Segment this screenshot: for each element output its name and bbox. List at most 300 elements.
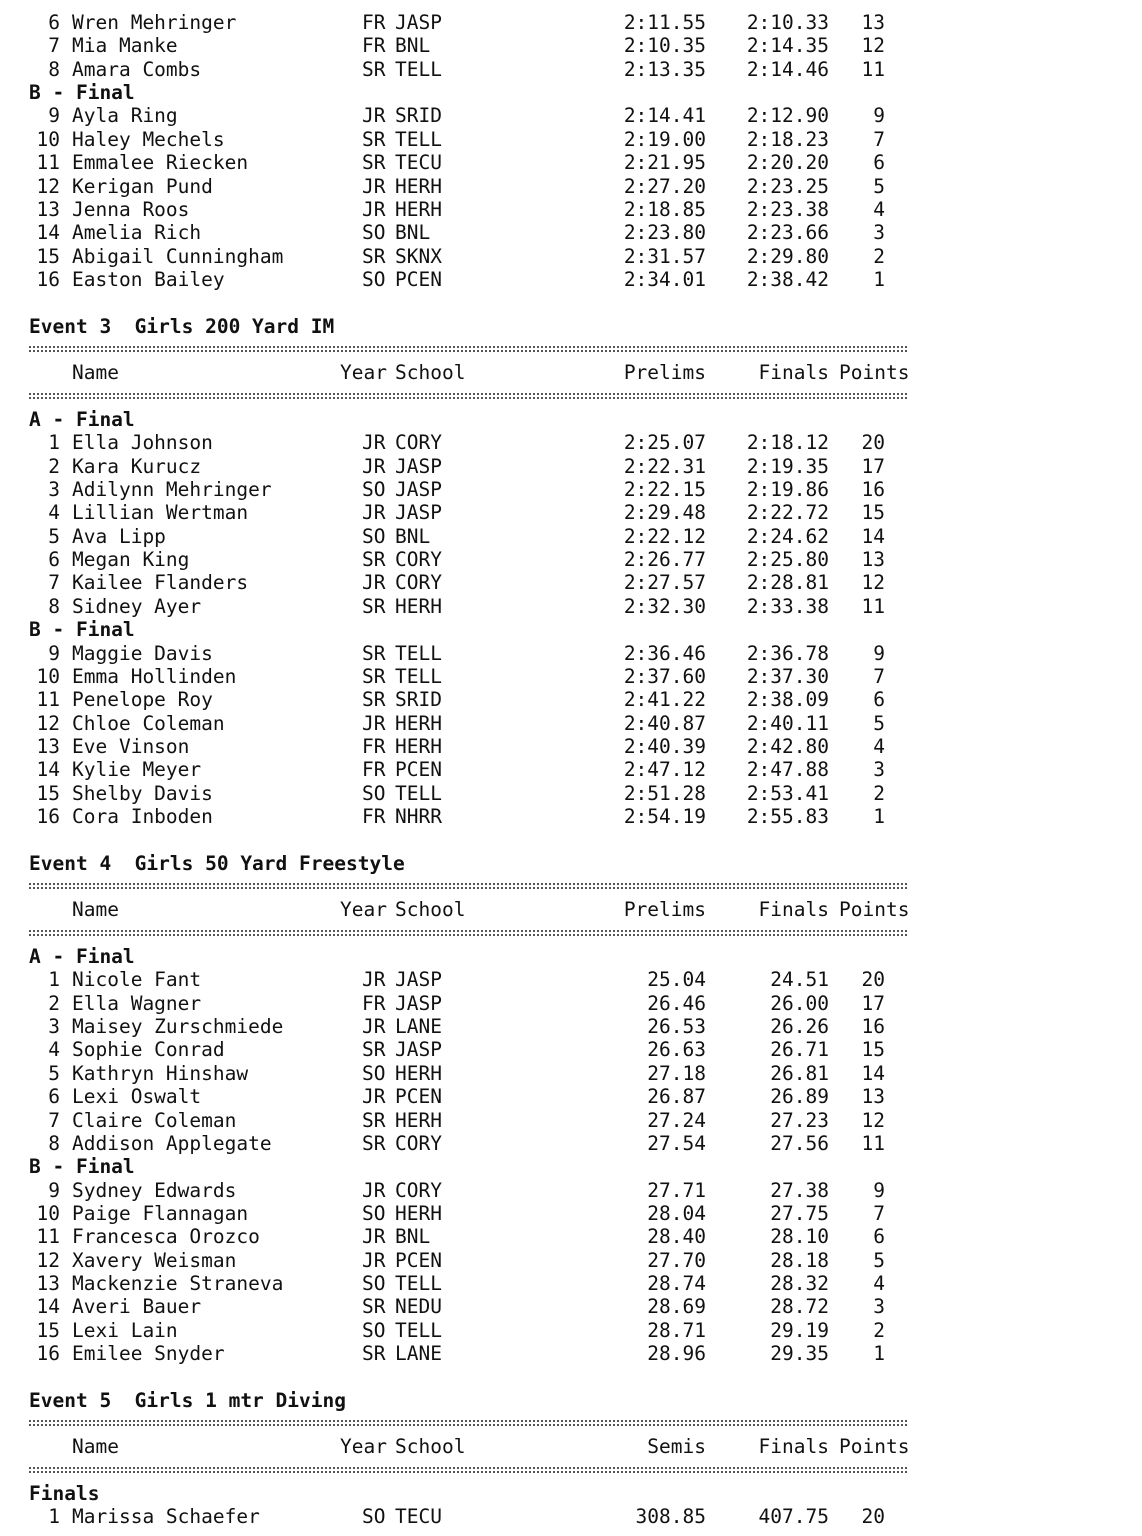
year: SR [362, 1342, 386, 1365]
result-row [29, 221, 1129, 244]
points: 11 [861, 1131, 885, 1155]
place: 1 [48, 1505, 60, 1529]
prelim-time: 2:40.87 [623, 711, 706, 735]
result-row [29, 1038, 1129, 1061]
school: PCEN [395, 267, 442, 291]
school: TELL [395, 781, 442, 805]
points: 1 [873, 267, 885, 291]
final-time: 2:28.81 [746, 571, 829, 595]
year: SO [362, 267, 386, 291]
prelim-time: 28.74 [647, 1271, 706, 1295]
prelim-time: 28.04 [647, 1201, 706, 1225]
final-time: 27.56 [770, 1131, 829, 1155]
header-prelims: Semis [647, 1435, 706, 1459]
swimmer-name: Mia Manke [72, 34, 178, 58]
result-row [29, 11, 1129, 34]
points: 11 [861, 57, 885, 81]
points: 17 [861, 991, 885, 1015]
place: 15 [36, 781, 60, 805]
school: PCEN [395, 758, 442, 782]
year: SR [362, 1108, 386, 1132]
result-row [29, 665, 1129, 688]
school: HERH [395, 1061, 442, 1085]
place: 1 [48, 431, 60, 455]
prelim-time: 25.04 [647, 968, 706, 992]
year: FR [362, 758, 386, 782]
school: BNL [395, 1225, 431, 1249]
year: SR [362, 664, 386, 688]
school: NHRR [395, 804, 442, 828]
school: CORY [395, 1178, 442, 1202]
final-time: 2:10.33 [746, 11, 829, 34]
final-heat-label: B - Final [29, 81, 135, 105]
header-finals: Finals [758, 1435, 829, 1459]
swimmer-name: Xavery Weisman [72, 1248, 237, 1272]
school: TECU [395, 1505, 442, 1529]
school: JASP [395, 501, 442, 525]
place: 13 [36, 734, 60, 758]
year: SO [362, 221, 386, 245]
swimmer-name: Ava Lipp [72, 524, 166, 548]
place: 2 [48, 991, 60, 1015]
separator-rule [29, 1419, 907, 1427]
result-row [29, 735, 1129, 758]
points: 11 [861, 594, 885, 618]
place: 14 [36, 1295, 60, 1319]
points: 14 [861, 524, 885, 548]
school: SRID [395, 688, 442, 712]
points: 5 [873, 711, 885, 735]
points: 3 [873, 758, 885, 782]
swimmer-name: Wren Mehringer [72, 11, 237, 34]
result-row [29, 1062, 1129, 1085]
place: 8 [48, 1131, 60, 1155]
place: 12 [36, 711, 60, 735]
swimmer-name: Emmalee Riecken [72, 151, 249, 175]
school: HERH [395, 734, 442, 758]
points: 12 [861, 1108, 885, 1132]
swimmer-name: Chloe Coleman [72, 711, 225, 735]
result-row [29, 968, 1129, 991]
final-time: 2:14.46 [746, 57, 829, 81]
result-row [29, 1319, 1129, 1342]
year: JR [362, 711, 386, 735]
school: PCEN [395, 1248, 442, 1272]
place: 8 [48, 594, 60, 618]
place: 8 [48, 57, 60, 81]
final-time: 28.32 [770, 1271, 829, 1295]
year: JR [362, 174, 386, 198]
points: 4 [873, 734, 885, 758]
swimmer-name: Haley Mechels [72, 127, 225, 151]
final-time: 2:24.62 [746, 524, 829, 548]
prelim-time: 26.87 [647, 1085, 706, 1109]
year: SR [362, 688, 386, 712]
points: 3 [873, 221, 885, 245]
final-heat-label: A - Final [29, 408, 135, 431]
swimmer-name: Sophie Conrad [72, 1038, 225, 1062]
result-row [29, 175, 1129, 198]
year: SR [362, 1038, 386, 1062]
final-time: 2:33.38 [746, 594, 829, 618]
year: SR [362, 641, 386, 665]
header-school: School [395, 898, 466, 922]
place: 3 [48, 1015, 60, 1039]
final-time: 2:23.25 [746, 174, 829, 198]
final-time: 24.51 [770, 968, 829, 992]
points: 7 [873, 127, 885, 151]
header-points: Points [839, 361, 910, 385]
school: JASP [395, 968, 442, 992]
points: 1 [873, 1342, 885, 1365]
points: 13 [861, 548, 885, 572]
swimmer-name: Shelby Davis [72, 781, 213, 805]
prelim-time: 2:27.57 [623, 571, 706, 595]
prelim-time: 27.70 [647, 1248, 706, 1272]
place: 16 [36, 1342, 60, 1365]
school: TELL [395, 664, 442, 688]
swimmer-name: Eve Vinson [72, 734, 190, 758]
prelim-time: 2:18.85 [623, 197, 706, 221]
place: 16 [36, 267, 60, 291]
place: 12 [36, 1248, 60, 1272]
points: 17 [861, 454, 885, 478]
prelim-time: 308.85 [635, 1505, 706, 1529]
result-row [29, 688, 1129, 711]
header-points: Points [839, 1435, 910, 1459]
header-year: Year [340, 1435, 387, 1459]
final-time: 28.18 [770, 1248, 829, 1272]
school: LANE [395, 1342, 442, 1365]
place: 7 [48, 571, 60, 595]
result-row [29, 571, 1129, 594]
swimmer-name: Sydney Edwards [72, 1178, 237, 1202]
result-row [29, 128, 1129, 151]
points: 6 [873, 151, 885, 175]
prelim-time: 28.71 [647, 1318, 706, 1342]
school: LANE [395, 1015, 442, 1039]
year: SO [362, 1505, 386, 1529]
separator-rule [29, 1466, 907, 1474]
place: 9 [48, 1178, 60, 1202]
place: 6 [48, 1085, 60, 1109]
school: BNL [395, 524, 431, 548]
points: 5 [873, 174, 885, 198]
place: 6 [48, 548, 60, 572]
final-time: 2:37.30 [746, 664, 829, 688]
school: HERH [395, 1201, 442, 1225]
event-title: Event 5 Girls 1 mtr Diving [29, 1388, 346, 1412]
swimmer-name: Paige Flannagan [72, 1201, 249, 1225]
points: 4 [873, 197, 885, 221]
prelim-time: 2:41.22 [623, 688, 706, 712]
prelim-time: 27.24 [647, 1108, 706, 1132]
header-prelims: Prelims [623, 898, 706, 922]
prelim-time: 28.40 [647, 1225, 706, 1249]
result-row [29, 1132, 1129, 1155]
school: JASP [395, 991, 442, 1015]
points: 4 [873, 1271, 885, 1295]
school: HERH [395, 711, 442, 735]
place: 1 [48, 968, 60, 992]
final-time: 2:53.41 [746, 781, 829, 805]
prelim-time: 2:25.07 [623, 431, 706, 455]
school: JASP [395, 478, 442, 501]
school: TELL [395, 1318, 442, 1342]
year: SR [362, 594, 386, 618]
place: 9 [48, 641, 60, 665]
year: JR [362, 1015, 386, 1039]
final-time: 2:55.83 [746, 804, 829, 828]
year: JR [362, 431, 386, 455]
year: JR [362, 968, 386, 992]
swimmer-name: Maggie Davis [72, 641, 213, 665]
school: PCEN [395, 1085, 442, 1109]
prelim-time: 2:36.46 [623, 641, 706, 665]
prelim-time: 27.18 [647, 1061, 706, 1085]
points: 3 [873, 1295, 885, 1319]
result-row [29, 1295, 1129, 1318]
place: 10 [36, 127, 60, 151]
result-row [29, 1085, 1129, 1108]
final-time: 26.71 [770, 1038, 829, 1062]
final-time: 29.35 [770, 1342, 829, 1365]
final-time: 26.00 [770, 991, 829, 1015]
final-heat-label: B - Final [29, 618, 135, 642]
prelim-time: 2:21.95 [623, 151, 706, 175]
year: SO [362, 1271, 386, 1295]
prelim-time: 2:54.19 [623, 804, 706, 828]
final-time: 26.89 [770, 1085, 829, 1109]
result-row [29, 992, 1129, 1015]
header-name: Name [72, 898, 119, 922]
school: HERH [395, 174, 442, 198]
swimmer-name: Kylie Meyer [72, 758, 202, 782]
swimmer-name: Ella Wagner [72, 991, 202, 1015]
school: SRID [395, 104, 442, 128]
place: 14 [36, 758, 60, 782]
separator-rule [29, 929, 907, 937]
final-time: 29.19 [770, 1318, 829, 1342]
prelim-time: 27.71 [647, 1178, 706, 1202]
final-time: 2:42.80 [746, 734, 829, 758]
year: JR [362, 1085, 386, 1109]
school: CORY [395, 571, 442, 595]
points: 15 [861, 1038, 885, 1062]
final-heat-label: Finals [29, 1482, 100, 1506]
place: 5 [48, 1061, 60, 1085]
final-time: 26.26 [770, 1015, 829, 1039]
school: HERH [395, 594, 442, 618]
event-title: Event 4 Girls 50 Yard Freestyle [29, 851, 405, 875]
result-row [29, 268, 1129, 291]
header-finals: Finals [758, 361, 829, 385]
year: SO [362, 524, 386, 548]
school: HERH [395, 1108, 442, 1132]
prelim-time: 26.53 [647, 1015, 706, 1039]
swimmer-name: Jenna Roos [72, 197, 190, 221]
result-row [29, 1179, 1129, 1202]
points: 20 [861, 1505, 885, 1529]
place: 16 [36, 804, 60, 828]
prelim-time: 2:19.00 [623, 127, 706, 151]
swimmer-name: Marissa Schaefer [72, 1505, 260, 1529]
final-time: 2:18.23 [746, 127, 829, 151]
school: CORY [395, 1131, 442, 1155]
final-time: 2:29.80 [746, 244, 829, 268]
school: TELL [395, 641, 442, 665]
header-school: School [395, 1435, 466, 1459]
result-row [29, 245, 1129, 268]
result-row [29, 198, 1129, 221]
school: BNL [395, 34, 431, 58]
points: 16 [861, 478, 885, 501]
prelim-time: 2:32.30 [623, 594, 706, 618]
year: JR [362, 1225, 386, 1249]
final-time: 2:23.66 [746, 221, 829, 245]
final-time: 2:14.35 [746, 34, 829, 58]
points: 6 [873, 688, 885, 712]
final-time: 27.75 [770, 1201, 829, 1225]
swimmer-name: Ella Johnson [72, 431, 213, 455]
points: 7 [873, 664, 885, 688]
result-row [29, 104, 1129, 127]
final-heat-label: A - Final [29, 945, 135, 968]
swimmer-name: Kailee Flanders [72, 571, 249, 595]
swimmer-name: Mackenzie Straneva [72, 1271, 284, 1295]
final-time: 2:36.78 [746, 641, 829, 665]
place: 13 [36, 1271, 60, 1295]
prelim-time: 2:37.60 [623, 664, 706, 688]
year: SR [362, 57, 386, 81]
year: JR [362, 104, 386, 128]
prelim-time: 2:10.35 [623, 34, 706, 58]
year: SR [362, 548, 386, 572]
result-row [29, 1015, 1129, 1038]
prelim-time: 2:34.01 [623, 267, 706, 291]
prelim-time: 2:40.39 [623, 734, 706, 758]
points: 2 [873, 781, 885, 805]
year: SO [362, 1318, 386, 1342]
final-time: 2:18.12 [746, 431, 829, 455]
swimmer-name: Nicole Fant [72, 968, 202, 992]
swimmer-name: Lexi Lain [72, 1318, 178, 1342]
points: 9 [873, 1178, 885, 1202]
points: 16 [861, 1015, 885, 1039]
swimmer-name: Kerigan Pund [72, 174, 213, 198]
year: FR [362, 11, 386, 34]
result-row [29, 455, 1129, 478]
year: SO [362, 1201, 386, 1225]
event-title: Event 3 Girls 200 Yard IM [29, 314, 335, 338]
place: 13 [36, 197, 60, 221]
year: SO [362, 1061, 386, 1085]
header-name: Name [72, 1435, 119, 1459]
separator-rule [29, 882, 907, 890]
final-time: 28.72 [770, 1295, 829, 1319]
prelim-time: 2:31.57 [623, 244, 706, 268]
result-row [29, 431, 1129, 454]
prelim-time: 26.63 [647, 1038, 706, 1062]
year: JR [362, 454, 386, 478]
school: JASP [395, 454, 442, 478]
header-year: Year [340, 361, 387, 385]
result-row [29, 1202, 1129, 1225]
swimmer-name: Addison Applegate [72, 1131, 272, 1155]
swimmer-name: Claire Coleman [72, 1108, 237, 1132]
result-row [29, 758, 1129, 781]
school: TELL [395, 127, 442, 151]
separator-rule [29, 392, 907, 400]
header-finals: Finals [758, 898, 829, 922]
points: 13 [861, 1085, 885, 1109]
school: TELL [395, 57, 442, 81]
result-row [29, 1505, 1129, 1528]
final-time: 2:20.20 [746, 151, 829, 175]
place: 14 [36, 221, 60, 245]
place: 4 [48, 1038, 60, 1062]
header-school: School [395, 361, 466, 385]
final-time: 2:19.86 [746, 478, 829, 501]
year: FR [362, 804, 386, 828]
points: 12 [861, 34, 885, 58]
result-row [29, 1342, 1129, 1365]
points: 5 [873, 1248, 885, 1272]
points: 15 [861, 501, 885, 525]
prelim-time: 27.54 [647, 1131, 706, 1155]
swimmer-name: Emilee Snyder [72, 1342, 225, 1365]
prelim-time: 2:22.31 [623, 454, 706, 478]
school: TECU [395, 151, 442, 175]
swimmer-name: Maisey Zurschmiede [72, 1015, 284, 1039]
prelim-time: 26.46 [647, 991, 706, 1015]
place: 11 [36, 151, 60, 175]
school: TELL [395, 1271, 442, 1295]
year: JR [362, 197, 386, 221]
swimmer-name: Emma Hollinden [72, 664, 237, 688]
result-row [29, 151, 1129, 174]
result-row [29, 58, 1129, 81]
year: JR [362, 1248, 386, 1272]
prelim-time: 28.96 [647, 1342, 706, 1365]
separator-rule [29, 345, 907, 353]
school: JASP [395, 11, 442, 34]
points: 1 [873, 804, 885, 828]
swimmer-name: Francesca Orozco [72, 1225, 260, 1249]
year: JR [362, 1178, 386, 1202]
result-row [29, 525, 1129, 548]
prelim-time: 2:14.41 [623, 104, 706, 128]
points: 20 [861, 968, 885, 992]
points: 14 [861, 1061, 885, 1085]
header-name: Name [72, 361, 119, 385]
final-heat-label: B - Final [29, 1155, 135, 1179]
prelim-time: 2:13.35 [623, 57, 706, 81]
result-row [29, 548, 1129, 571]
points: 13 [861, 11, 885, 34]
year: SR [362, 1295, 386, 1319]
final-time: 2:47.88 [746, 758, 829, 782]
swimmer-name: Sidney Ayer [72, 594, 202, 618]
place: 9 [48, 104, 60, 128]
points: 12 [861, 571, 885, 595]
swimmer-name: Kathryn Hinshaw [72, 1061, 249, 1085]
result-row [29, 712, 1129, 735]
points: 20 [861, 431, 885, 455]
prelim-time: 2:29.48 [623, 501, 706, 525]
result-row [29, 642, 1129, 665]
year: SR [362, 151, 386, 175]
